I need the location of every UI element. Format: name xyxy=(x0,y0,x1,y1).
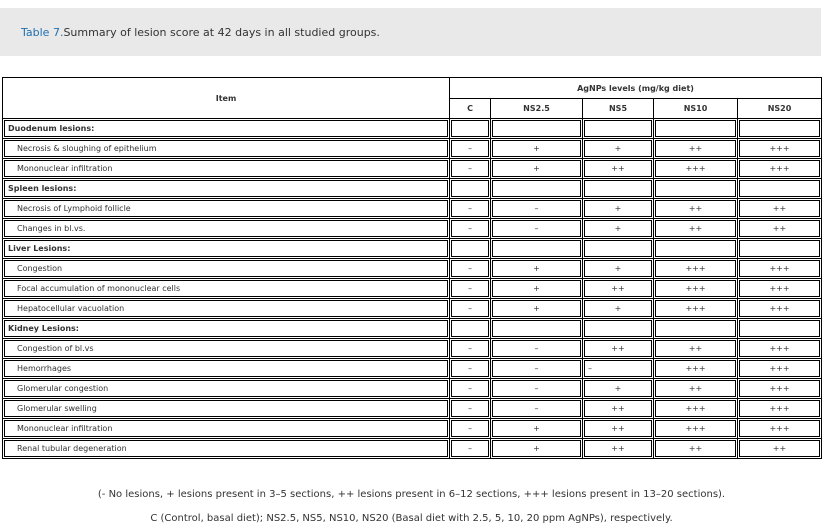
column-header-ns5: NS5 xyxy=(583,99,654,119)
score-cell: + xyxy=(491,139,583,159)
score-cell: + xyxy=(491,419,583,439)
table-row xyxy=(3,379,822,399)
score-cell: ++ xyxy=(583,419,654,439)
score-cell: – xyxy=(450,419,491,439)
column-header-c: C xyxy=(450,99,491,119)
groups-note: C (Control, basal diet); NS2.5, NS5, NS10, NS20 (Basal diet with 2.5, 5, 10, 20 ppm AgNPs), respectively. xyxy=(150,513,673,524)
table-row xyxy=(3,139,822,159)
empty-cell xyxy=(491,179,583,199)
score-cell: – xyxy=(450,159,491,179)
score-cell: + xyxy=(491,439,583,459)
score-cell: – xyxy=(450,379,491,399)
score-cell: + xyxy=(583,139,654,159)
table-row xyxy=(3,419,822,439)
score-cell: – xyxy=(450,139,491,159)
score-cell: ++ xyxy=(654,439,738,459)
empty-cell xyxy=(450,239,491,259)
score-cell: +++ xyxy=(738,159,822,179)
empty-cell xyxy=(450,179,491,199)
empty-cell xyxy=(491,119,583,139)
score-cell: + xyxy=(583,259,654,279)
column-header-ns20: NS20 xyxy=(738,99,822,119)
score-cell: ++ xyxy=(583,279,654,299)
score-cell: – xyxy=(450,259,491,279)
score-cell: +++ xyxy=(738,279,822,299)
score-cell: +++ xyxy=(738,259,822,279)
score-cell: +++ xyxy=(654,359,738,379)
table-row xyxy=(3,219,822,239)
section-row xyxy=(3,179,822,199)
lesion-label: Glomerular swelling xyxy=(3,399,450,419)
section-title: Spleen lesions: xyxy=(3,179,450,199)
empty-cell xyxy=(654,119,738,139)
table-row xyxy=(3,259,822,279)
score-cell: ++ xyxy=(583,339,654,359)
score-cell: – xyxy=(450,339,491,359)
empty-cell xyxy=(654,179,738,199)
section-title: Kidney Lesions: xyxy=(3,319,450,339)
score-cell: +++ xyxy=(654,419,738,439)
score-cell: ++ xyxy=(583,159,654,179)
score-cell: ++ xyxy=(654,379,738,399)
score-cell: + xyxy=(583,199,654,219)
table-row xyxy=(3,439,822,459)
score-cell: – xyxy=(491,399,583,419)
table-row xyxy=(3,359,822,379)
score-cell: + xyxy=(491,159,583,179)
lesion-label: Hepatocellular vacuolation xyxy=(3,299,450,319)
empty-cell xyxy=(491,319,583,339)
score-cell: ++ xyxy=(654,219,738,239)
lesion-score-table xyxy=(2,77,822,459)
section-title: Duodenum lesions: xyxy=(3,119,450,139)
score-cell: – xyxy=(491,359,583,379)
score-cell: – xyxy=(450,439,491,459)
score-cell: – xyxy=(583,359,654,379)
section-row xyxy=(3,119,822,139)
score-cell: ++ xyxy=(738,199,822,219)
table-row xyxy=(3,299,822,319)
score-cell: +++ xyxy=(654,259,738,279)
empty-cell xyxy=(654,319,738,339)
lesion-label: Hemorrhages xyxy=(3,359,450,379)
score-cell: – xyxy=(450,299,491,319)
empty-cell xyxy=(738,179,822,199)
legend-note: (- No lesions, + lesions present in 3–5 sections, ++ lesions present in 6–12 sections, +++ lesions present in 13–20 sections). xyxy=(97,489,726,500)
score-cell: +++ xyxy=(738,359,822,379)
empty-cell xyxy=(583,179,654,199)
lesion-label: Necrosis of Lymphoid follicle xyxy=(3,199,450,219)
section-title: Liver Lesions: xyxy=(3,239,450,259)
score-cell: – xyxy=(450,219,491,239)
score-cell: – xyxy=(450,279,491,299)
score-cell: + xyxy=(491,259,583,279)
empty-cell xyxy=(450,319,491,339)
empty-cell xyxy=(450,119,491,139)
lesion-label: Renal tubular degeneration xyxy=(3,439,450,459)
lesion-label: Mononuclear infiltration xyxy=(3,159,450,179)
lesion-label: Necrosis & sloughing of epithelium xyxy=(3,139,450,159)
table-caption xyxy=(0,8,821,56)
score-cell: – xyxy=(491,199,583,219)
score-cell: +++ xyxy=(738,399,822,419)
column-header-ns2-5: NS2.5 xyxy=(491,99,583,119)
score-cell: – xyxy=(450,199,491,219)
table-row xyxy=(3,159,822,179)
score-cell: +++ xyxy=(654,399,738,419)
section-row xyxy=(3,319,822,339)
score-cell: +++ xyxy=(738,299,822,319)
table-row xyxy=(3,279,822,299)
score-cell: ++ xyxy=(654,339,738,359)
score-cell: – xyxy=(491,339,583,359)
score-cell: – xyxy=(491,379,583,399)
column-header-ns10: NS10 xyxy=(654,99,738,119)
empty-cell xyxy=(738,319,822,339)
lesion-label: Mononuclear infiltration xyxy=(3,419,450,439)
score-cell: – xyxy=(491,219,583,239)
score-cell: ++ xyxy=(583,399,654,419)
caption-text: Summary of lesion score at 42 days in all studied groups. xyxy=(63,25,380,39)
section-row xyxy=(3,239,822,259)
score-cell: ++ xyxy=(738,439,822,459)
score-cell: + xyxy=(583,219,654,239)
score-cell: – xyxy=(450,359,491,379)
empty-cell xyxy=(738,119,822,139)
lesion-label: Congestion xyxy=(3,259,450,279)
empty-cell xyxy=(583,319,654,339)
table-row xyxy=(3,199,822,219)
score-cell: ++ xyxy=(583,439,654,459)
item-header: Item xyxy=(3,78,450,119)
empty-cell xyxy=(583,239,654,259)
score-cell: + xyxy=(491,279,583,299)
empty-cell xyxy=(491,239,583,259)
lesion-label: Congestion of bl.vs xyxy=(3,339,450,359)
table-number-link[interactable]: Table 7. xyxy=(21,25,64,39)
score-cell: ++ xyxy=(738,219,822,239)
score-cell: +++ xyxy=(654,299,738,319)
score-cell: +++ xyxy=(738,379,822,399)
lesion-label: Glomerular congestion xyxy=(3,379,450,399)
agnps-group-header: AgNPs levels (mg/kg diet) xyxy=(450,78,822,99)
table-row xyxy=(3,399,822,419)
score-cell: – xyxy=(450,399,491,419)
score-cell: +++ xyxy=(654,159,738,179)
score-cell: + xyxy=(491,299,583,319)
table-row xyxy=(3,339,822,359)
score-cell: +++ xyxy=(738,339,822,359)
score-cell: +++ xyxy=(738,139,822,159)
score-cell: +++ xyxy=(738,419,822,439)
score-cell: + xyxy=(583,299,654,319)
lesion-label: Focal accumulation of mononuclear cells xyxy=(3,279,450,299)
empty-cell xyxy=(583,119,654,139)
score-cell: + xyxy=(583,379,654,399)
score-cell: +++ xyxy=(654,279,738,299)
score-cell: ++ xyxy=(654,139,738,159)
empty-cell xyxy=(738,239,822,259)
lesion-label: Changes in bl.vs. xyxy=(3,219,450,239)
score-cell: ++ xyxy=(654,199,738,219)
empty-cell xyxy=(654,239,738,259)
